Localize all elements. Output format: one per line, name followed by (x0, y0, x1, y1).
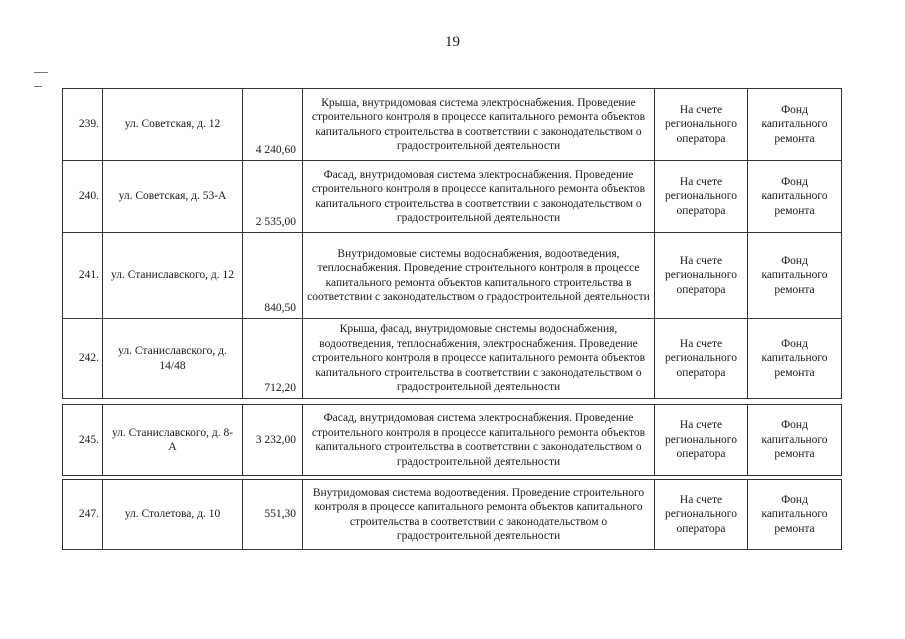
amount-cell: 2 535,00 (243, 161, 303, 232)
amount-cell: 4 240,60 (243, 89, 303, 160)
funding-source-cell: Фонд капитального ремонта (761, 419, 828, 461)
amount-cell: 3 232,00 (243, 405, 303, 475)
row-number: 241. (63, 233, 103, 318)
funding-source-cell: Фонд капитального ремонта (761, 175, 828, 217)
row-number: 247. (63, 480, 103, 549)
works-table-part-3 (62, 479, 842, 550)
table-row (63, 89, 841, 161)
table-row (63, 233, 841, 319)
account-cell: На счете регионального оператора (655, 233, 748, 318)
address-cell: ул. Станиславского, д. 8-А (103, 405, 243, 475)
account-cell: На счете регионального оператора (655, 480, 748, 549)
works-description-cell: Фасад, внутридомовая система электроснабжения. Проведение строительного контроля в процессе капитального ремонта объектов капитального строительства в соответствии с законодательством о градостроительной деятельности (303, 161, 655, 232)
table-row (63, 161, 841, 233)
address-cell: ул. Станиславского, д. 12 (103, 233, 243, 318)
table-row (63, 480, 841, 549)
works-table-part-2 (62, 404, 842, 476)
amount-cell: 712,20 (243, 319, 303, 398)
amount-cell: 840,50 (243, 233, 303, 318)
scan-artifact-mark (34, 86, 42, 87)
works-description-cell: Фасад, внутридомовая система электроснабжения. Проведение строительного контроля в процессе капитального ремонта объектов капитального строительства в соответствии с законодательством о градостроительной деятельности (303, 405, 655, 475)
page-number: 19 (445, 34, 460, 50)
funding-source-cell: Фонд капитального ремонта (761, 254, 828, 296)
funding-source-cell: Фонд капитального ремонта (761, 103, 828, 145)
row-number: 245. (63, 405, 103, 475)
account-cell: На счете регионального оператора (655, 405, 748, 475)
address-cell: ул. Столетова, д. 10 (103, 480, 243, 549)
funding-source-cell: Фонд капитального ремонта (761, 337, 828, 379)
table-row (63, 405, 841, 475)
account-cell: На счете регионального оператора (655, 319, 748, 398)
amount-cell: 551,30 (243, 480, 303, 549)
works-description-cell: Крыша, внутридомовая система электроснабжения. Проведение строительного контроля в процессе капитального ремонта объектов капитального строительства в соответствии с законодательством о градостроительной деятельности (303, 89, 655, 160)
scan-artifact-mark (34, 72, 48, 73)
works-table-part-1 (62, 88, 842, 399)
row-number: 240. (63, 161, 103, 232)
row-number: 239. (63, 89, 103, 160)
works-description-cell: Внутридомовая система водоотведения. Проведение строительного контроля в процессе капитального ремонта объектов капитального строительства в соответствии с законодательством о градостроительной деятельности (303, 480, 655, 549)
account-cell: На счете регионального оператора (655, 161, 748, 232)
works-description-cell: Крыша, фасад, внутридомовые системы водоснабжения, водоотведения, теплоснабжения, электроснабжения. Проведение строительного контроля в процессе капитального ремонта объектов капитального строительства в соответствии с законодательством о градостроительной деятельности (303, 319, 655, 398)
table-row (63, 319, 841, 398)
works-description-cell: Внутридомовые системы водоснабжения, водоотведения, теплоснабжения. Проведение строительного контроля в процессе капитального ремонта объектов капитального строительства в соответствии с законодательством о градостроительной деятельности (303, 233, 655, 318)
funding-source-cell: Фонд капитального ремонта (761, 493, 828, 535)
row-number: 242. (63, 319, 103, 398)
account-cell: На счете регионального оператора (655, 89, 748, 160)
address-cell: ул. Советская, д. 53-А (103, 161, 243, 232)
address-cell: ул. Станиславского, д. 14/48 (103, 319, 243, 398)
address-cell: ул. Советская, д. 12 (103, 89, 243, 160)
